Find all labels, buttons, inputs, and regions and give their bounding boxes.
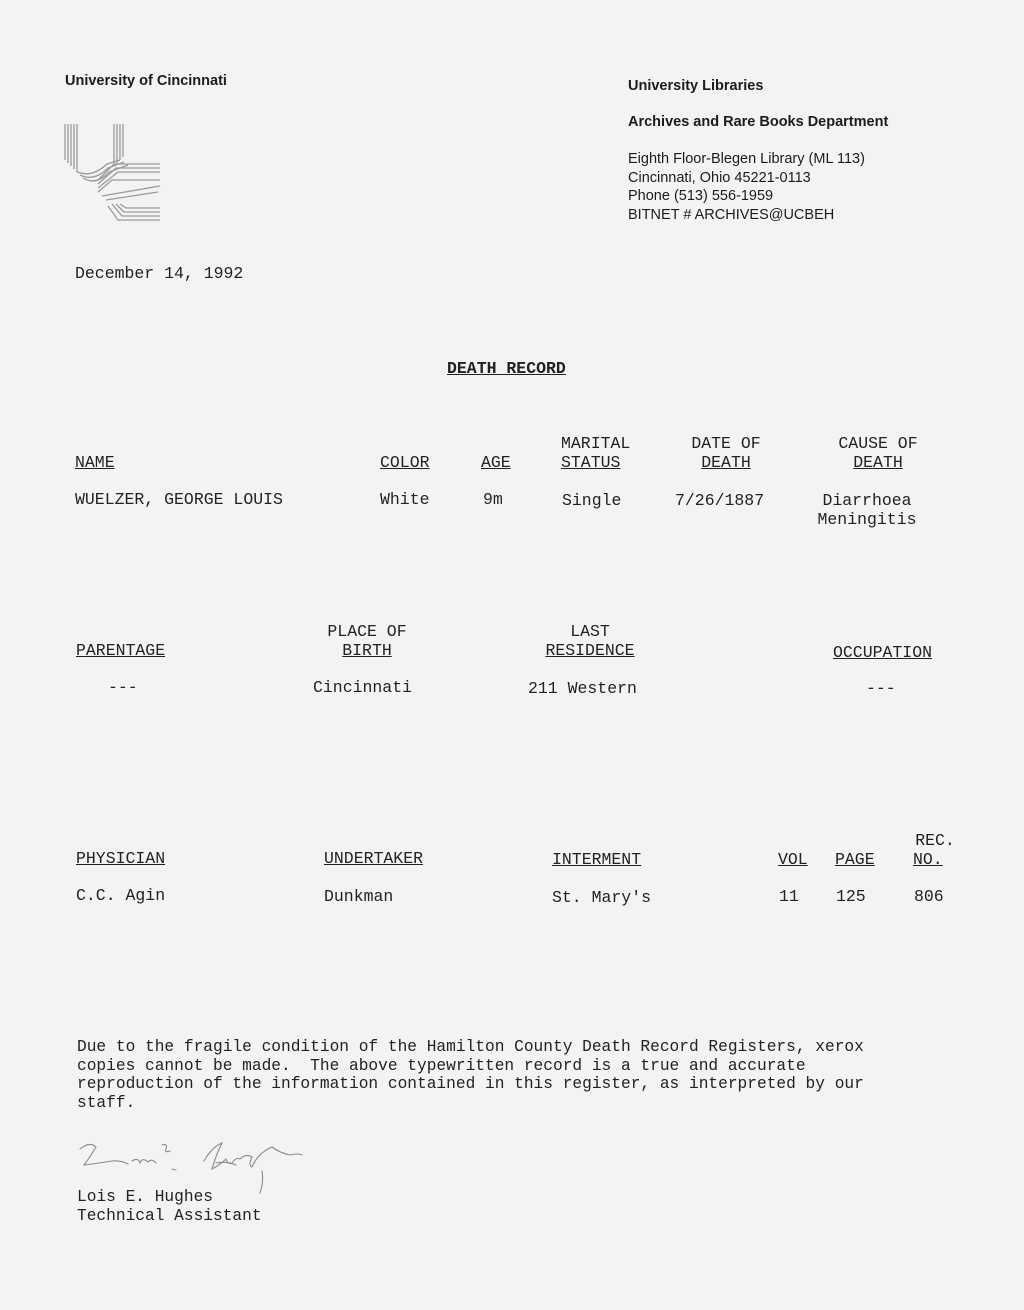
university-name: University of Cincinnati: [65, 73, 227, 89]
signatory-name: Lois E. Hughes: [77, 1188, 213, 1206]
header-physician: PHYSICIAN: [76, 849, 166, 868]
header-vol: VOL: [778, 850, 808, 869]
signature-block: [77, 1188, 262, 1226]
header-line: DATE OF: [691, 434, 761, 453]
address-line: Eighth Floor-Blegen Library (ML 113): [628, 151, 865, 167]
header-marital-status: [561, 434, 630, 472]
header-line: DEATH: [701, 453, 751, 472]
document-title: DEATH RECORD: [447, 359, 566, 378]
value-date-of-death: 7/26/1887: [675, 491, 765, 510]
handwritten-signature: [76, 1135, 306, 1195]
header-line: DEATH: [853, 453, 903, 472]
header-occupation: OCCUPATION: [833, 643, 933, 662]
disclaimer-paragraph: [77, 1038, 864, 1113]
header-record-number: [913, 831, 957, 869]
value-cause-of-death: [806, 491, 928, 529]
header-line: BIRTH: [342, 641, 392, 660]
header-parentage: PARENTAGE: [76, 641, 166, 660]
header-line: RESIDENCE: [545, 641, 635, 660]
header-color: COLOR: [380, 453, 430, 472]
address-block: [628, 150, 865, 224]
value-line: Diarrhoea: [822, 491, 912, 510]
value-marital-status: Single: [562, 491, 622, 510]
signatory-title: Technical Assistant: [77, 1207, 262, 1225]
address-line: BITNET # ARCHIVES@UCBEH: [628, 206, 835, 223]
disclaimer-line: Due to the fragile condition of the Hamilton County Death Record Registers, xerox: [77, 1038, 864, 1056]
value-last-residence: 211 Western: [528, 679, 637, 698]
department-name: Archives and Rare Books Department: [628, 114, 889, 130]
header-line: NO.: [913, 850, 943, 869]
value-color: White: [380, 490, 430, 509]
disclaimer-line: staff.: [77, 1094, 136, 1113]
value-vol: 11: [779, 887, 799, 906]
header-last-residence: [538, 622, 642, 660]
value-age: 9m: [483, 490, 503, 509]
value-name: WUELZER, GEORGE LOUIS: [75, 490, 283, 509]
address-line: Cincinnati, Ohio 45221-0113: [628, 169, 811, 186]
value-parentage: ---: [108, 678, 138, 697]
header-age: AGE: [481, 453, 511, 472]
header-name: NAME: [75, 453, 115, 472]
value-undertaker: Dunkman: [324, 887, 394, 906]
uc-logo: [62, 120, 164, 222]
header-undertaker: UNDERTAKER: [324, 849, 424, 868]
header-page: PAGE: [835, 850, 875, 869]
value-place-of-birth: Cincinnati: [313, 678, 413, 697]
header-cause-of-death: [831, 434, 925, 472]
disclaimer-line: reproduction of the information contained in this register, as interpreted by our: [77, 1075, 864, 1094]
header-line: REC.: [915, 831, 955, 850]
value-line: Meningitis: [817, 510, 917, 529]
header-line: CAUSE OF: [838, 434, 918, 453]
header-line: MARITAL: [561, 434, 631, 453]
disclaimer-line: copies cannot be made. The above typewritten record is a true and accurate: [77, 1056, 806, 1075]
libraries-name: University Libraries: [628, 78, 764, 94]
header-line: PLACE OF: [327, 622, 407, 641]
header-interment: INTERMENT: [552, 850, 642, 869]
value-occupation: ---: [866, 679, 896, 698]
value-physician: C.C. Agin: [76, 886, 166, 905]
header-place-of-birth: [312, 622, 422, 660]
letter-date: December 14, 1992: [75, 264, 244, 283]
header-line: LAST: [570, 622, 610, 641]
value-interment: St. Mary's: [552, 888, 652, 907]
address-line: Phone (513) 556-1959: [628, 188, 774, 204]
value-page: 125: [836, 887, 866, 906]
header-line: STATUS: [561, 453, 621, 472]
value-record-number: 806: [914, 887, 944, 906]
header-date-of-death: [684, 434, 768, 472]
